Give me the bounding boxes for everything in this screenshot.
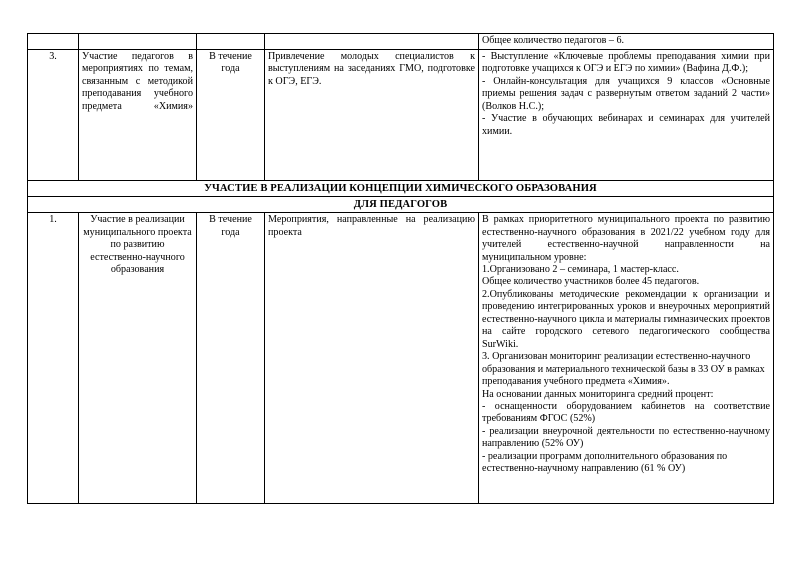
section-header-title: УЧАСТИЕ В РЕАЛИЗАЦИИ КОНЦЕПЦИИ ХИМИЧЕСКОГО ОБРАЗОВАНИЯ	[28, 181, 774, 197]
section-header-row	[28, 181, 774, 197]
table-row	[28, 34, 774, 50]
cell-row3-number: 3.	[28, 50, 79, 181]
cell-number-empty	[28, 34, 79, 50]
cell-event-empty	[79, 34, 197, 50]
cell-result-empty	[265, 34, 479, 50]
note-line: - Выступление «Ключевые проблемы преподавания химии при подготовке учащихся к ОГЭ и ЕГЭ по химии» (Вафина Д.Ф.);	[482, 51, 770, 75]
cell-row1-event: Участие в реализации муниципального проекта по развитию естественно-научного образования	[79, 213, 197, 504]
cell-row1-number: 1.	[28, 213, 79, 504]
note-line: - Участие в обучающих вебинарах и семинарах для учителей химии.	[482, 113, 770, 137]
note-line: 2.Опубликованы методические рекомендации к организации и проведению интегрированных уроков и внеурочных мероприятий естественно-научного цикла и материалы гимназических проектов на сайте городского сетевого педагогического сообщества SurWiki.	[482, 288, 770, 350]
note-line: - оснащенности оборудованием кабинетов на соответствие требованиям ФГОС (52%)	[482, 400, 770, 425]
cell-row1-term: В течение года	[197, 213, 265, 504]
table-row	[28, 50, 774, 181]
note-line: - реализации программ дополнительного образования по естественно-научному направлению (61 % ОУ)	[482, 450, 728, 475]
note-line: В рамках приоритетного муниципального проекта по развитию естественно-научного образования в 2021/22 учебном году для учителей естественно-научной направленности на муниципальном уровне:	[482, 214, 770, 263]
note-line: - реализации внеурочной деятельности по естественно-научному направлению (52% ОУ)	[482, 425, 770, 450]
cell-row3-note	[479, 50, 774, 181]
cell-row1-result: Мероприятия, направленные на реализацию проекта	[265, 213, 479, 504]
note-line: 1.Организовано 2 – семинара, 1 мастер-класс.	[482, 263, 679, 275]
note-line: Общее количество участников более 45 педагогов.	[482, 276, 700, 288]
main-report-table	[27, 33, 774, 504]
note-line: 3. Организован мониторинг реализации естественно-научного образования и материального технической базы в 33 ОУ в рамках преподавания учебного предмета «Химия».	[482, 351, 765, 388]
note-line: - Онлайн-консультация для учащихся 9 классов «Основные приемы решения задач с развернутым ответом заданий 2 части» (Волков Н.С.);	[482, 75, 770, 112]
cell-row3-term: В течение года	[197, 50, 265, 181]
cell-row3-event: Участие педагогов в мероприятиях по темам, связанным с методикой преподавания учебного предмета «Химия»	[79, 50, 197, 181]
section-subheader-row	[28, 197, 774, 213]
table-row	[28, 213, 774, 504]
cell-term-empty	[197, 34, 265, 50]
note-line: На основании данных мониторинга средний процент:	[482, 388, 714, 400]
cell-total-teachers-count: Общее количество педагогов – 6.	[479, 34, 774, 50]
cell-row3-result: Привлечение молодых специалистов к выступлениям на заседаниях ГМО, подготовке к ОГЭ, ЕГЭ.	[265, 50, 479, 181]
cell-row1-note	[479, 213, 774, 504]
section-header-subtitle: ДЛЯ ПЕДАГОГОВ	[28, 197, 774, 213]
